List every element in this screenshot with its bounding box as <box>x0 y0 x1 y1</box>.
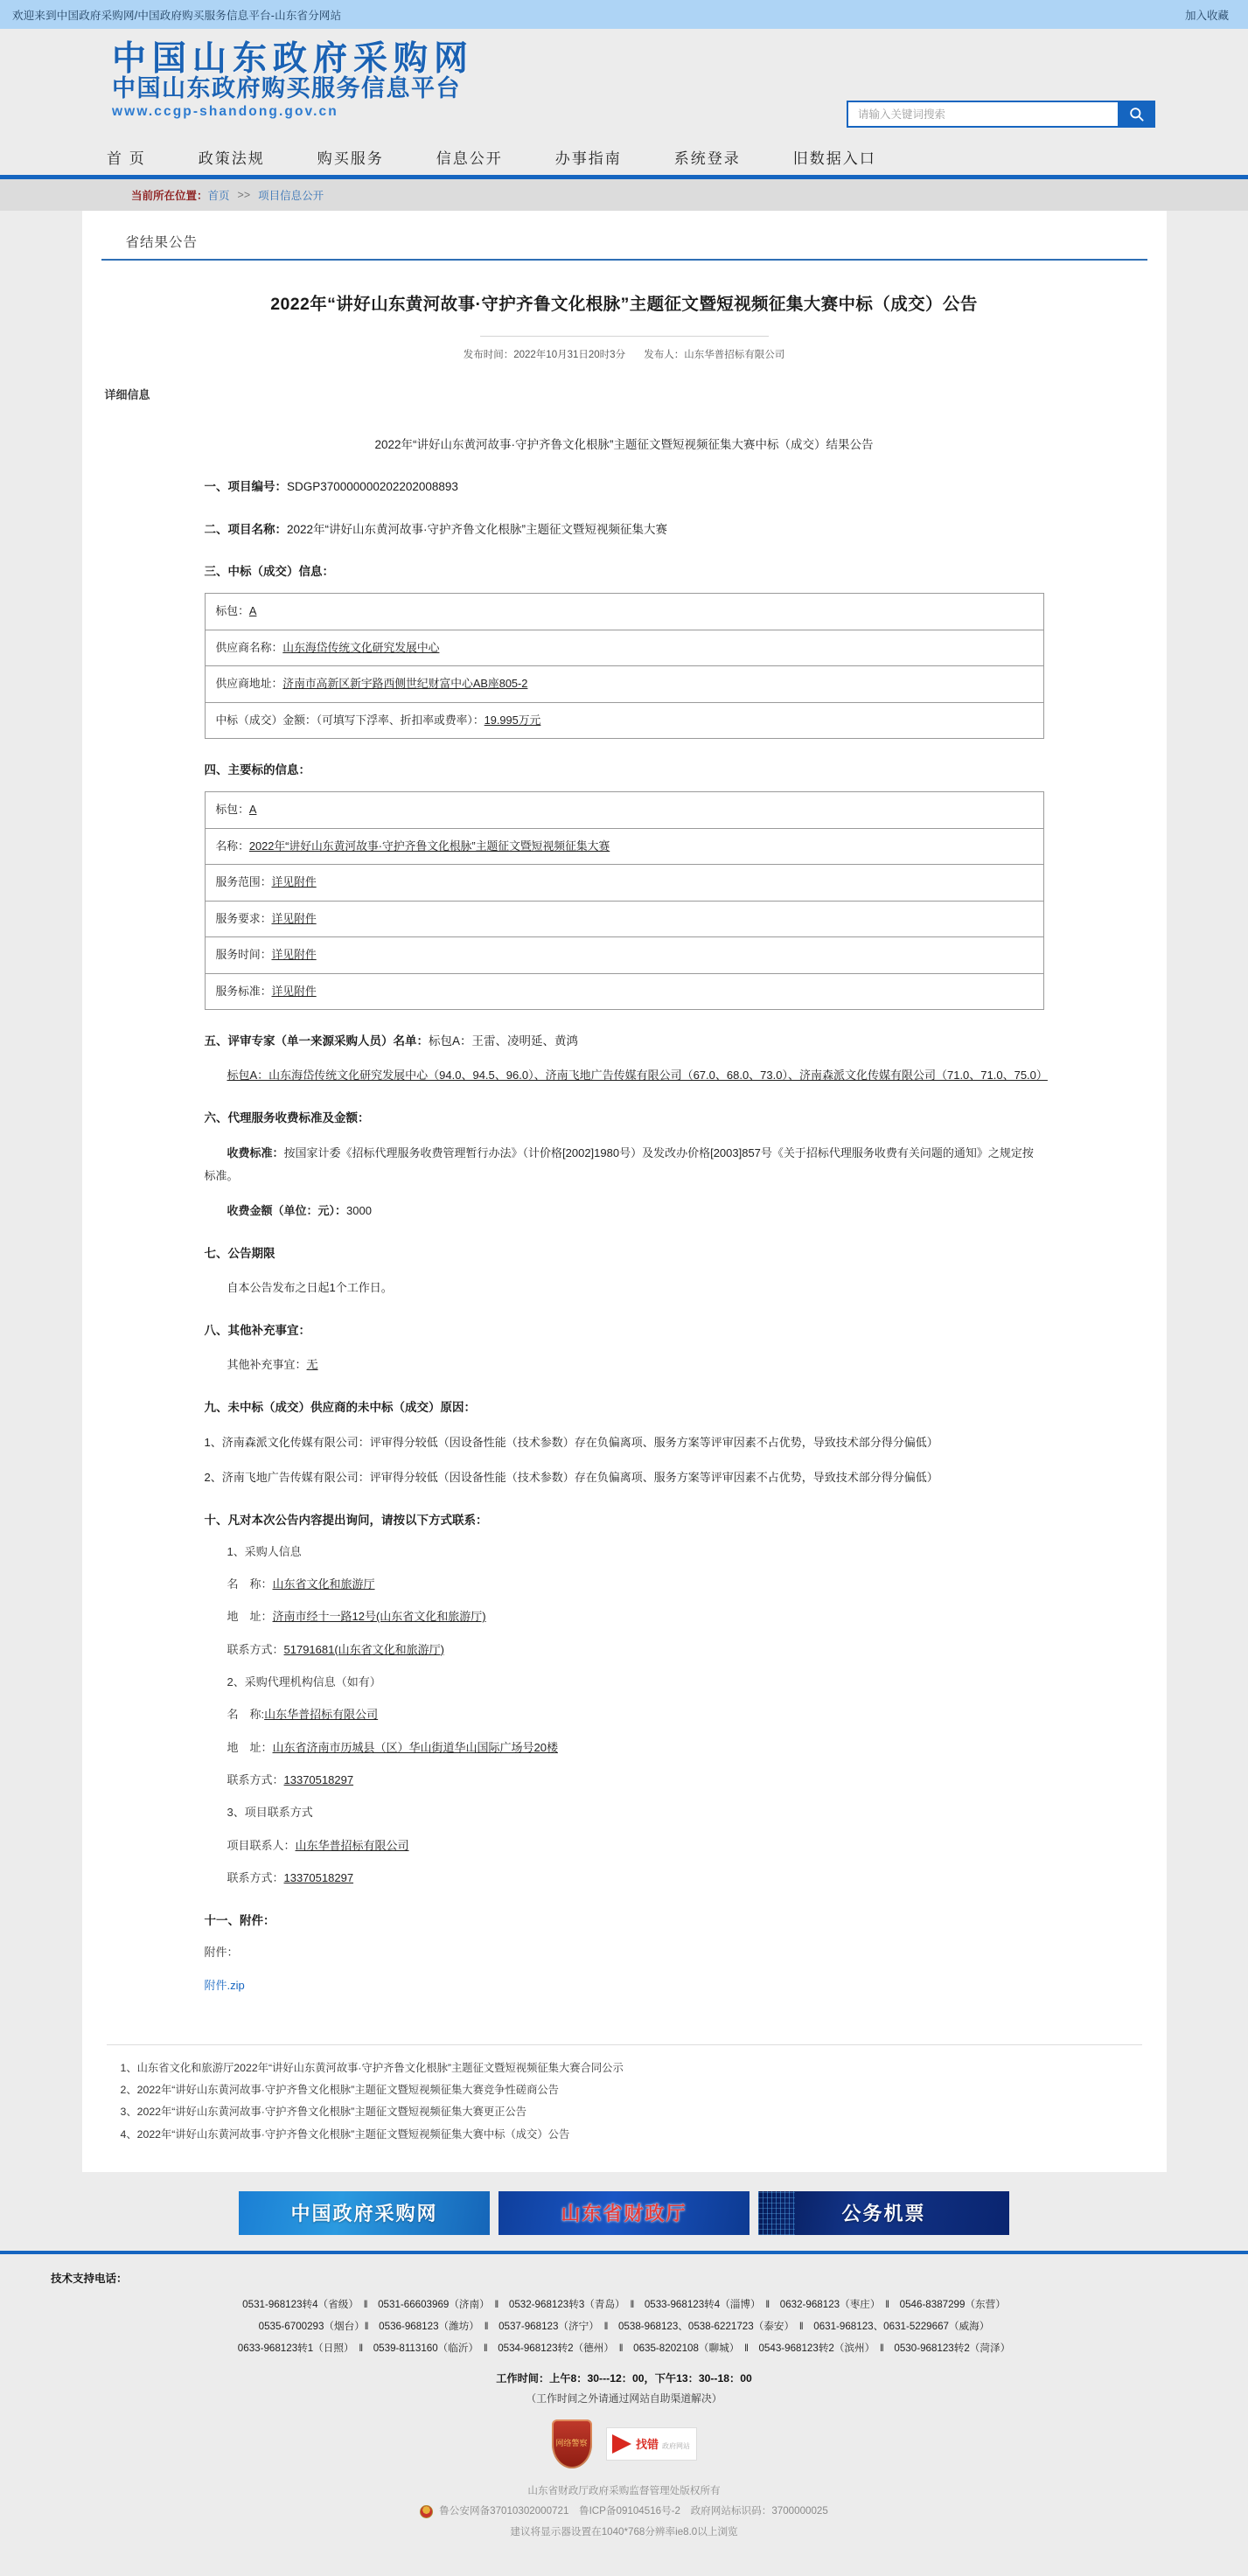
purchaser-name-value[interactable]: 山东省文化和旅游厅 <box>272 1577 375 1591</box>
section-experts <box>205 1031 1044 1052</box>
page-title: 2022年“讲好山东黄河故事·守护齐鲁文化根脉”主题征文暨短视频征集大赛中标（成交）公告 <box>270 295 978 314</box>
purchaser-phone-key: 联系方式： <box>227 1642 284 1656</box>
content-card <box>82 211 1167 2172</box>
project-name-value: 2022年“讲好山东黄河故事·守护齐鲁文化根脉”主题征文暨短视频征集大赛 <box>287 522 668 536</box>
section-9-label: 九、未中标（成交）供应商的未中标（成交）原因： <box>204 1401 476 1415</box>
table-row <box>205 973 1043 1009</box>
table-row <box>205 594 1043 630</box>
main-navigation <box>0 138 1248 179</box>
project-contact-row <box>205 1834 1044 1857</box>
report-error-button[interactable] <box>606 2427 697 2461</box>
table-row <box>205 828 1043 864</box>
agency-phone-value[interactable]: 13370518297 <box>283 1772 354 1786</box>
phone-row: 0633-968123转1（日照） ‖ 0539-8113160（临沂） ‖ 0534-968123转2（德州） ‖ 0635-8202108（聊城） ‖ 0543-968123转2（滨州） ‖ 0530-968123转2（菏泽） <box>237 2342 1011 2354</box>
section-2-label: 二、项目名称： <box>204 522 287 536</box>
support-title: 技术支持电话： <box>51 2272 128 2285</box>
logo-title-primary: 中国山东政府采购网 <box>112 38 475 79</box>
attachment-label: 附件： <box>204 1946 239 1960</box>
section-7-label: 七、公告期限 <box>204 1246 275 1260</box>
purchaser-name-key: 名 称： <box>227 1577 273 1591</box>
subject-value-1[interactable]: 2022年“讲好山东黄河故事·守护齐鲁文化根脉”主题征文暨短视频征集大赛 <box>248 839 610 853</box>
police-badge-icon <box>420 2505 433 2518</box>
award-key-1: 供应商名称： <box>215 640 283 654</box>
agency-fee-amount-key: 收费金额（单位：元）： <box>227 1203 347 1217</box>
section-project-number <box>205 477 1044 498</box>
section-1-label: 一、项目编号： <box>204 480 287 494</box>
purchaser-address-value[interactable]: 济南市经十一路12号(山东省文化和旅游厅) <box>272 1610 486 1624</box>
table-row <box>205 901 1043 936</box>
support-phone-list <box>0 2294 1248 2360</box>
award-value-2[interactable]: 济南市高新区新宇路西侧世纪财富中心AB座805-2 <box>282 677 528 691</box>
section-8-label: 八、其他补充事宜： <box>204 1323 310 1337</box>
welcome-text: 欢迎来到中国政府采购网/中国政府购买服务信息平台-山东省分网站 <box>12 9 342 22</box>
purchaser-name-row <box>205 1572 1044 1596</box>
award-value-0[interactable]: A <box>248 604 257 618</box>
subject-info-table <box>205 791 1044 1010</box>
award-key-3: 中标（成交）金额：（可填写下浮率、折扣率或费率）： <box>215 713 485 727</box>
logo-title-secondary: 中国山东政府购买服务信息平台 <box>112 74 461 102</box>
related-item[interactable]: 2、2022年“讲好山东黄河故事·守护齐鲁文化根脉”主题征文暨短视频征集大赛竞争性磋商公告 <box>120 2084 559 2097</box>
publish-meta <box>82 336 1167 361</box>
section-4-label: 四、主要标的信息： <box>204 762 310 776</box>
flag-icon <box>612 2434 631 2454</box>
banner-official-flight[interactable]: 公务机票 <box>758 2191 1009 2235</box>
contact-group-purchaser <box>205 1540 1044 1563</box>
search-input[interactable] <box>847 101 1118 128</box>
subject-key-2: 服务范围： <box>215 875 272 889</box>
related-item[interactable]: 1、山东省文化和旅游厅2022年“讲好山东黄河故事·守护齐鲁文化根脉”主题征文暨短视频征集大赛合同公示 <box>120 2062 624 2075</box>
agency-fee-amount-value: 3000 <box>346 1203 372 1217</box>
nav-item-guide[interactable]: 办事指南 <box>554 150 622 167</box>
contact-group-agency <box>205 1670 1044 1694</box>
award-key-2: 供应商地址： <box>215 677 283 691</box>
agency-address-row <box>205 1736 1044 1759</box>
nav-item-login[interactable]: 系统登录 <box>673 150 741 167</box>
subject-key-4: 服务时间： <box>215 948 272 962</box>
report-error-label: 找错 <box>636 2438 659 2452</box>
other-matters-value[interactable]: 无 <box>306 1358 318 1372</box>
project-contact-value[interactable]: 山东华普招标有限公司 <box>295 1838 409 1852</box>
expert-scores-text[interactable]: 标包A：山东海岱传统文化研究发展中心（94.0、94.5、96.0）、济南飞地广告传媒有限公司（67.0、68.0、73.0）、济南森派文化传媒有限公司（71.0、71.0、75.0） <box>227 1069 1048 1083</box>
project-phone-value[interactable]: 13370518297 <box>283 1870 354 1884</box>
contact-group-project <box>205 1800 1044 1824</box>
breadcrumb-current[interactable]: 项目信息公开 <box>258 190 324 202</box>
related-item[interactable]: 4、2022年“讲好山东黄河故事·守护齐鲁文化根脉”主题征文暨短视频征集大赛中标（成交）公告 <box>120 2127 570 2141</box>
partner-banners <box>0 2172 1248 2251</box>
purchaser-address-key: 地 址： <box>227 1610 273 1624</box>
contact-group-title: 2、采购代理机构信息（如有） <box>227 1675 381 1689</box>
contact-group-title: 3、项目联系方式 <box>227 1806 313 1820</box>
panel-heading: 省结果公告 <box>101 211 1147 261</box>
publish-time: 发布时间：2022年10月31日20时3分 <box>463 350 626 361</box>
agency-name-value[interactable]: 山东华普招标有限公司 <box>264 1708 379 1722</box>
nav-item-purchase[interactable]: 购买服务 <box>317 150 384 167</box>
agency-phone-row <box>205 1768 1044 1792</box>
icp-row <box>0 2501 1248 2522</box>
section-11-label: 十一、附件： <box>204 1914 275 1928</box>
footer-seals <box>0 2419 1248 2468</box>
other-matters <box>205 1354 1044 1376</box>
resolution-note: 建议将显示器设置在1040*768分辨率ie8.0以上浏览 <box>510 2526 738 2538</box>
award-key-0: 标包： <box>215 604 249 618</box>
table-row <box>205 630 1043 665</box>
breadcrumb <box>0 179 1248 211</box>
subject-value-3[interactable]: 详见附件 <box>271 911 317 925</box>
agency-address-key: 地 址： <box>227 1740 273 1754</box>
phone-row: 0535-6700293（烟台）‖ 0536-968123（潍坊） ‖ 0537-968123（济宁） ‖ 0538-968123、0538-6221723（泰安） ‖ 0631-968123、0631-5229667（威海） <box>258 2320 990 2332</box>
losing-reason-item: 1、济南森派文化传媒有限公司：评审得分较低（因设备性能（技术参数）存在负偏离项、服务方案等评审因素不占优势，导致技术部分得分偏低） <box>204 1435 938 1449</box>
contact-group-title: 1、采购人信息 <box>227 1544 302 1558</box>
project-contact-key: 项目联系人： <box>227 1838 296 1852</box>
add-favorite-link[interactable]: 加入收藏 <box>1184 9 1229 22</box>
subject-key-0: 标包： <box>215 803 249 817</box>
subject-key-5: 服务标准： <box>215 984 272 998</box>
phone-row: 0531-968123转4（省级） ‖ 0531-66603969（济南） ‖ 0532-968123转3（青岛） ‖ 0533-968123转4（淄博） ‖ 0632-968123（枣庄） ‖ 0546-8387299（东营） <box>242 2298 1006 2310</box>
subject-value-2[interactable]: 详见附件 <box>271 875 317 889</box>
search-button[interactable] <box>1118 101 1155 128</box>
agency-address-value[interactable]: 山东省济南市历城县（区）华山街道华山国际广场号20楼 <box>272 1740 558 1754</box>
gov-site-label: 政府网站 <box>661 2442 690 2451</box>
award-info-table <box>205 593 1044 739</box>
attachment-row <box>205 1974 1044 1997</box>
section-10-label: 十、凡对本次公告内容提出询问，请按以下方式联系： <box>204 1513 488 1527</box>
working-hours: 工作时间：上午8：30---12：00，下午13：30--18：00 <box>496 2371 752 2385</box>
purchaser-phone-row <box>205 1638 1044 1661</box>
nav-item-disclosure[interactable]: 信息公开 <box>436 150 503 167</box>
table-row <box>205 702 1043 738</box>
subject-key-1: 名称： <box>215 839 249 853</box>
subject-value-0[interactable]: A <box>248 803 257 817</box>
losing-reason-item: 2、济南飞地广告传媒有限公司：评审得分较低（因设备性能（技术参数）存在负偏离项、服务方案等评审因素不占优势，导致技术部分得分偏低） <box>204 1470 938 1484</box>
project-phone-row <box>205 1866 1044 1890</box>
publisher: 发布人：山东华普招标有限公司 <box>644 350 785 361</box>
agency-fee-standard-key: 收费标准： <box>227 1145 284 1159</box>
breadcrumb-separator: >> <box>237 189 251 201</box>
site-search <box>847 101 1155 128</box>
agency-fee-standard-value: 按国家计委《招标代理服务收费管理暂行办法》（计价格[2002]1980号）及发改办价格[2003]857号《关于招标代理服务收费有关问题的通知》之规定按标准。 <box>204 1145 1034 1182</box>
agency-fee-standard <box>205 1142 1044 1187</box>
table-row <box>205 865 1043 901</box>
agency-name-row <box>205 1702 1044 1726</box>
project-phone-key: 联系方式： <box>227 1870 284 1884</box>
purchaser-phone-value[interactable]: 51791681(山东省文化和旅游厅) <box>283 1642 445 1656</box>
award-amount-value[interactable]: 19.995万元 <box>484 713 541 727</box>
other-matters-key: 其他补充事宜： <box>227 1358 307 1372</box>
table-row <box>205 666 1043 702</box>
purchaser-address-row <box>205 1605 1044 1628</box>
breadcrumb-label: 当前所在位置： <box>131 190 208 202</box>
footer-copyright <box>0 2481 1248 2543</box>
table-row <box>205 937 1043 973</box>
site-footer <box>0 2251 1248 2550</box>
working-hours-note: （工作时间之外请通过网站自助渠道解决） <box>526 2392 722 2405</box>
section-5-label: 五、评审专家（单一来源采购人员）名单： <box>204 1034 429 1048</box>
banner-shandong-finance[interactable]: 山东省财政厅 <box>499 2191 749 2235</box>
notice-period-value: 自本公告发布之日起1个工作日。 <box>227 1280 393 1294</box>
document-body <box>82 435 1167 1997</box>
related-divider <box>107 2044 1142 2045</box>
copyright-text: 山东省财政厅政府采购监督管理处版权所有 <box>527 2484 721 2496</box>
nav-item-home[interactable]: 首 页 <box>107 150 146 167</box>
award-value-1[interactable]: 山东海岱传统文化研究发展中心 <box>282 640 440 654</box>
agency-name-key: 名 称: <box>227 1708 265 1722</box>
site-logo[interactable] <box>112 38 475 120</box>
project-number-value: SDGP370000000202202008893 <box>287 480 458 494</box>
agency-fee-amount <box>205 1200 1044 1222</box>
section-6-label: 六、代理服务收费标准及金额： <box>204 1111 370 1125</box>
detail-heading: 详细信息 <box>104 388 150 402</box>
subject-value-5[interactable]: 详见附件 <box>271 984 317 998</box>
logo-domain: www.ccgp-shandong.gov.cn <box>112 103 338 119</box>
police-seal-icon[interactable]: 网络警察 <box>552 2419 592 2468</box>
banner-ccgp[interactable]: 中国政府采购网 <box>239 2191 490 2235</box>
table-row <box>205 792 1043 828</box>
section-project-name <box>205 519 1044 540</box>
subject-value-4[interactable]: 详见附件 <box>271 948 317 962</box>
attachment-file-link[interactable]: 附件.zip <box>204 1978 245 1992</box>
nav-item-legacy-data[interactable]: 旧数据入口 <box>792 150 876 167</box>
breadcrumb-home-link[interactable]: 首页 <box>207 190 230 202</box>
search-icon <box>1128 106 1145 122</box>
expert-scores <box>205 1064 1048 1087</box>
agency-phone-key: 联系方式： <box>227 1772 284 1786</box>
nav-item-policy[interactable]: 政策法规 <box>198 150 265 167</box>
related-item[interactable]: 3、2022年“讲好山东黄河故事·守护齐鲁文化根脉”主题征文暨短视频征集大赛更正公告 <box>120 2106 527 2119</box>
section-3-label: 三、中标（成交）信息： <box>204 564 334 578</box>
document-body-title: 2022年“讲好山东黄河故事·守护齐鲁文化根脉”主题征文暨短视频征集大赛中标（成交）结果公告 <box>374 438 874 452</box>
top-welcome-bar <box>0 0 1248 29</box>
experts-value: 标包A：王雷、凌明延、黄鸿 <box>429 1034 579 1048</box>
report-error-text-wrap <box>636 2435 690 2452</box>
subject-key-3: 服务要求： <box>215 911 272 925</box>
icp-text: 鲁公安网备37010302000721 鲁ICP备09104516号-2 政府网站标识码：3700000025 <box>439 2505 828 2517</box>
site-masthead <box>0 29 1248 138</box>
related-announcements <box>121 2057 1167 2146</box>
